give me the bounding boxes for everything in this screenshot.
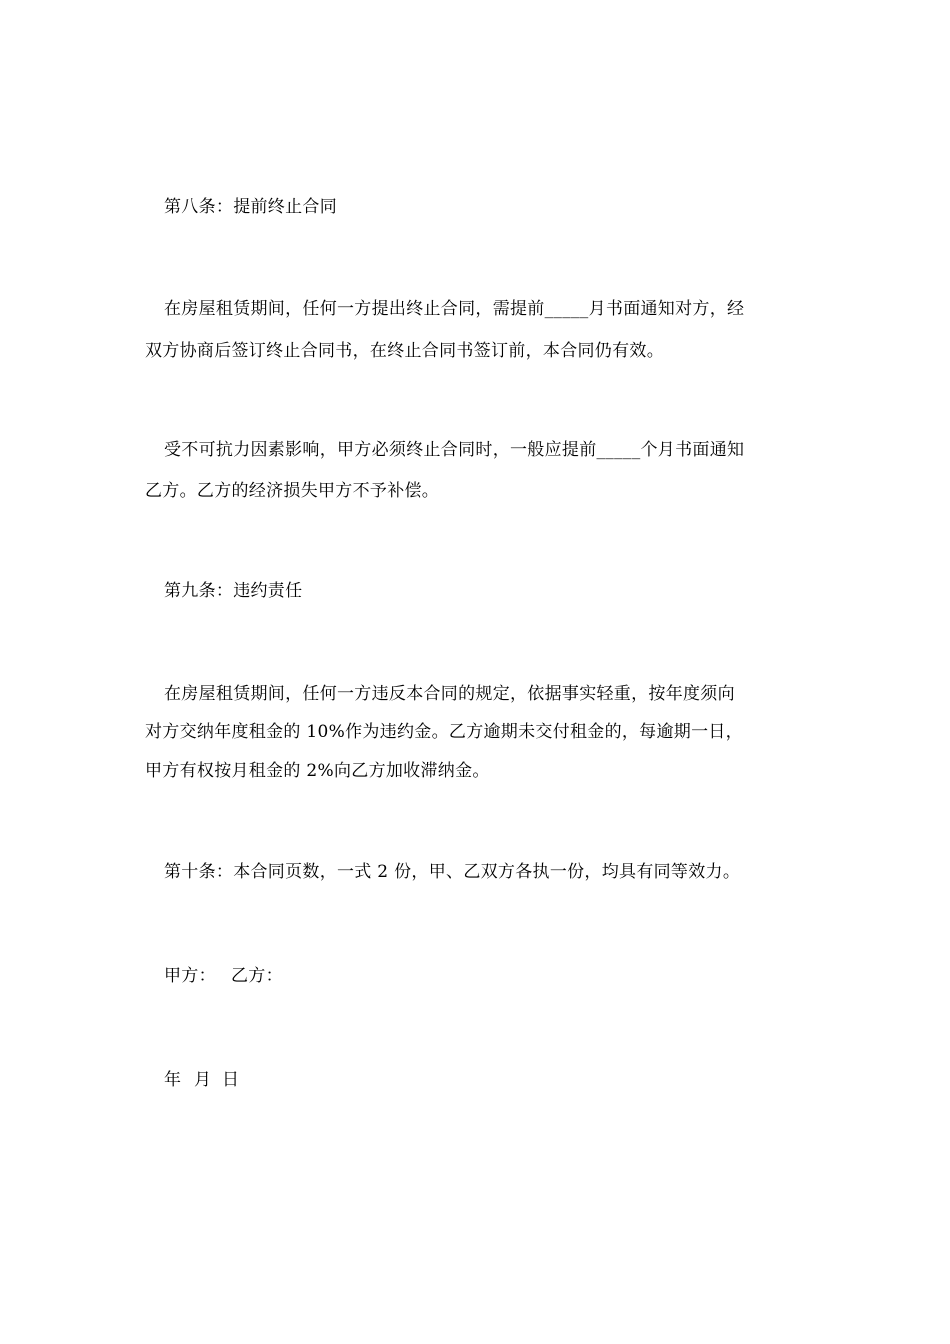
article-10-text: 第十条：本合同页数，一式 2 份，甲、乙双方各执一份，均具有同等效力。 xyxy=(164,862,741,882)
article-8-para1-line2: 双方协商后签订终止合同书，在终止合同书签订前，本合同仍有效。 xyxy=(145,341,664,361)
article-8-heading: 第八条：提前终止合同 xyxy=(164,197,337,217)
article-9-para1-line3: 甲方有权按月租金的 2%向乙方加收滞纳金。 xyxy=(145,761,490,781)
date-year-label: 年 xyxy=(164,1070,181,1090)
article-9-para1-line2: 对方交纳年度租金的 10%作为违约金。乙方逾期未交付租金的，每逾期一日， xyxy=(145,722,743,742)
party-b-label: 乙方： xyxy=(231,966,283,986)
date-day-label: 日 xyxy=(222,1070,239,1090)
date-month-label: 月 xyxy=(194,1070,211,1090)
article-9-para1-line1: 在房屋租赁期间，任何一方违反本合同的规定，依据事实轻重，按年度须向 xyxy=(164,684,735,704)
article-8-para1-line1: 在房屋租赁期间，任何一方提出终止合同，需提前_____月书面通知对方，经 xyxy=(164,299,745,319)
article-8-para2-line1: 受不可抗力因素影响，甲方必须终止合同时，一般应提前_____个月书面通知 xyxy=(164,440,745,460)
article-9-heading: 第九条：违约责任 xyxy=(164,581,303,601)
article-8-para2-line2: 乙方。乙方的经济损失甲方不予补偿。 xyxy=(145,481,440,501)
party-a-label: 甲方： xyxy=(164,966,216,986)
